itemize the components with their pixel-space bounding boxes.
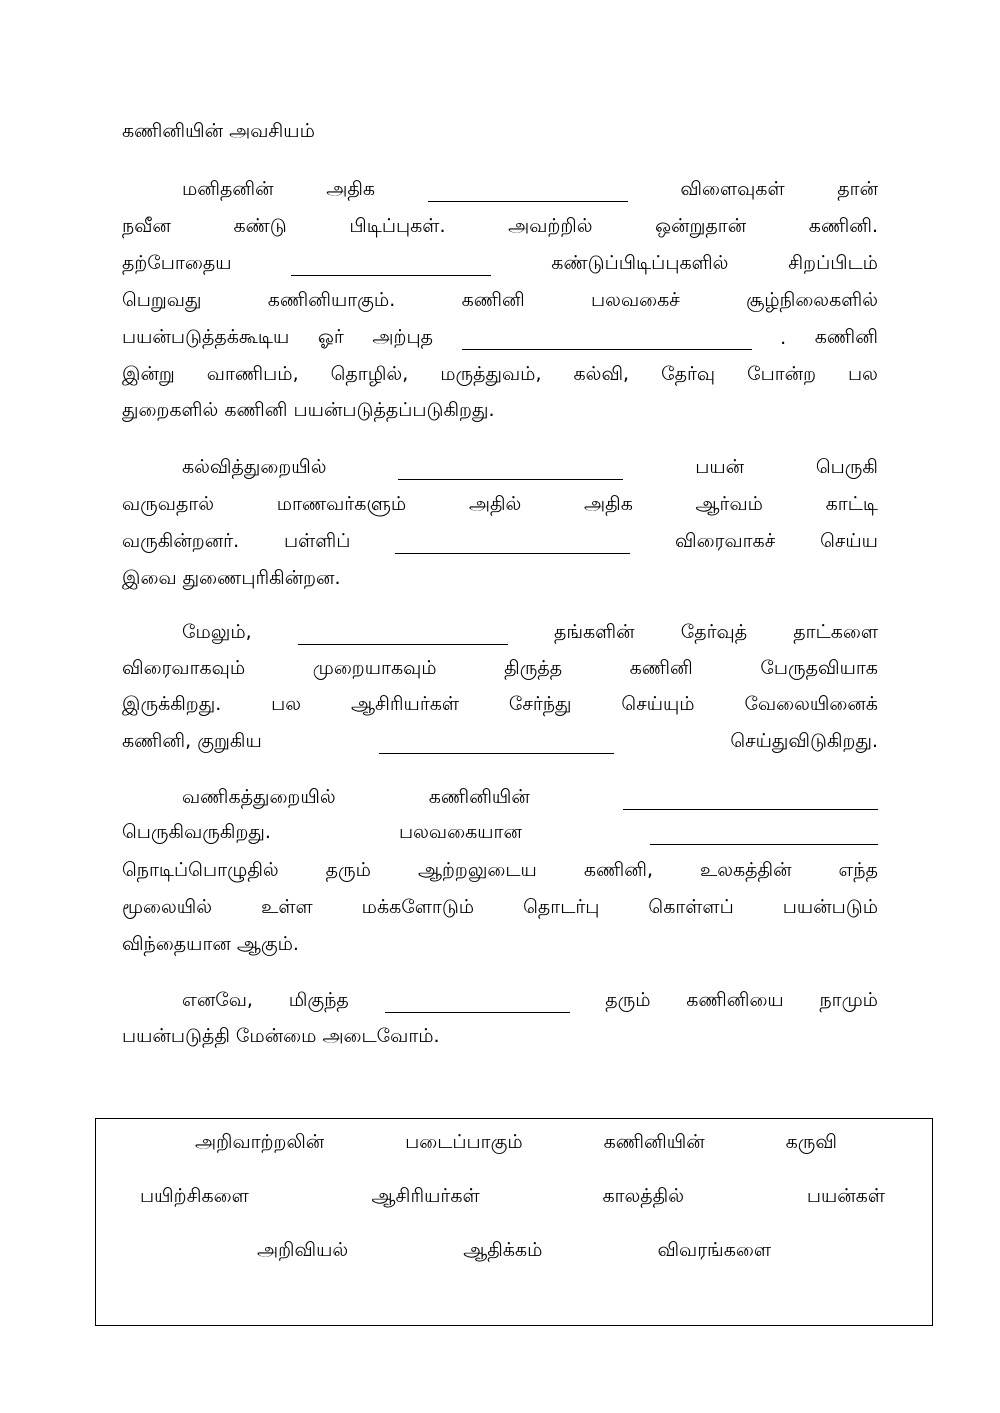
text-line [122,724,878,760]
word: மாணவர்களும் [276,492,407,515]
word: கணினி. [808,214,878,237]
text-line [122,561,878,597]
text-line [122,524,878,560]
word: இருக்கிறது. [122,692,222,715]
text-line [182,983,878,1019]
word: கணினி, [583,858,654,881]
word: கல்வி, [573,362,630,385]
word: கண்டுப்பிடிப்புகளில் [551,251,729,274]
word-bank-row [195,1125,837,1161]
text-line [122,393,878,429]
word: தங்களின் [554,620,635,643]
word: ஆர்வம் [695,492,763,515]
word-bank-item[interactable]: காலத்தில் [602,1184,685,1207]
word-bank-item[interactable]: விவரங்களை [657,1238,771,1261]
word: அதிக [584,492,633,515]
text-line [182,615,878,651]
word: செய்யும் [621,692,695,715]
word: விரைவாகவும் [122,656,246,679]
word-bank-item[interactable]: அறிவியல் [257,1238,349,1261]
word: மேலும், [182,620,252,643]
blank-field[interactable] [385,990,570,1013]
word: விளைவுகள் [680,177,785,200]
word: சேர்ந்து [508,692,572,715]
word: கொள்ளப் [648,895,734,918]
word: செய்ய [820,529,878,552]
word: முறையாகவும் [312,656,437,679]
word: துறைகளில் கணினி பயன்படுத்தப்படுகிறது. [122,398,495,421]
word-bank-item[interactable]: அறிவாற்றலின் [195,1130,325,1153]
word: ஓர் [317,325,344,348]
word: மருத்துவம், [440,362,542,385]
word: வருகின்றனர். [122,529,240,552]
page-title: கணினியின் அவசியம் [122,120,315,142]
word-bank-item[interactable]: கணினியின் [603,1130,705,1153]
word: ஆற்றலுடைய [417,858,537,881]
word: வணிகத்துறையில் [182,785,336,808]
word: உள்ள [261,895,313,918]
word: திருத்த [504,656,563,679]
word: சிறப்பிடம் [788,251,878,274]
text-line [122,927,878,963]
blank-field[interactable] [398,457,623,480]
blank-field[interactable] [462,327,752,350]
word: பெருகிவருகிறது. [122,820,271,843]
word: கணினி [814,325,878,348]
word: கல்வித்துறையில் [182,455,327,478]
text-line [122,1019,878,1055]
word: உலகத்தின் [700,858,792,881]
word-bank-item[interactable]: கருவி [785,1130,837,1153]
word: காட்டி [825,492,878,515]
blank-field[interactable] [650,822,878,845]
word: தேர்வு [661,362,716,385]
word: தொடர்பு [523,895,600,918]
text-line [182,450,878,486]
word: மிகுந்த [288,988,349,1011]
word: தரும் [325,858,371,881]
word: மூலையில் [122,895,213,918]
word: தற்போதைய [122,251,232,274]
word: சூழ்நிலைகளில் [746,288,878,311]
word: கணினியை [686,988,784,1011]
text-line [122,487,878,523]
word-bank-item[interactable]: பயிற்சிகளை [140,1184,249,1207]
word-bank-item[interactable]: ஆதிக்கம் [463,1238,543,1261]
text-line [182,172,878,208]
word: தேர்வுத் [680,620,748,643]
word: பயன்படுத்தி மேன்மை அடைவோம். [122,1024,440,1047]
word: செய்துவிடுகிறது. [730,729,878,752]
text-line [122,815,878,851]
blank-field[interactable] [298,622,508,645]
word: கணினி [629,656,693,679]
word: பேருதவியாக [760,656,878,679]
word: கணினி [461,288,525,311]
word: விந்தையான ஆகும். [122,932,299,955]
word: ஒன்றுதான் [655,214,747,237]
blank-field[interactable] [291,253,491,276]
word: தாட்களை [793,620,878,643]
word: அதில் [468,492,522,515]
word: . [780,327,787,349]
word: எந்த [838,858,878,881]
word-bank-row [140,1179,885,1215]
text-line [122,357,878,393]
blank-field[interactable] [428,179,628,202]
word: பலவகையான [399,820,522,843]
word: இவை துணைபுரிகின்றன. [122,566,341,589]
word: பள்ளிப் [283,529,351,552]
word: பயன்படும் [782,895,878,918]
word: கண்டு [233,214,287,237]
word: மனிதனின் [182,177,274,200]
word: இன்று [122,362,175,385]
word: கணினியின் [428,785,530,808]
word: தொழில், [330,362,409,385]
word-bank-item[interactable]: ஆசிரியர்கள் [371,1184,480,1207]
word: கணினியாகும். [267,288,396,311]
blank-field[interactable] [379,731,614,754]
word: பெருகி [815,455,878,478]
word: வாணிபம், [206,362,299,385]
word: விரைவாகச் [675,529,776,552]
word: பல [271,692,302,715]
word: அவற்றில் [508,214,593,237]
word: பயன் [695,455,745,478]
text-line [122,890,878,926]
word: பயன்படுத்தக்கூடிய [122,325,290,348]
text-line [182,780,878,816]
word: பிடிப்புகள். [349,214,446,237]
text-line [122,320,878,356]
word: வருவதால் [122,492,215,515]
text-line [122,687,878,723]
word-bank-row [257,1233,771,1269]
text-line [122,246,878,282]
text-line [122,283,878,319]
blank-field[interactable] [395,531,630,554]
word: அதிக [326,177,376,200]
text-line [122,853,878,889]
word: நொடிப்பொழுதில் [122,858,279,881]
word-bank-item[interactable]: பயன்கள் [806,1184,885,1207]
word: எனவே, [182,988,253,1011]
word: ஆசிரியர்கள் [350,692,460,715]
word: போன்ற [747,362,817,385]
word: அற்புத [372,325,433,348]
word: நவீன [122,214,171,237]
text-line [122,209,878,245]
word-bank-item[interactable]: படைப்பாகும் [405,1130,523,1153]
blank-field[interactable] [623,787,878,810]
word: பெறுவது [122,288,202,311]
word: கணினி, குறுகிய [122,729,262,752]
word: தான் [837,177,878,200]
word: பல [848,362,878,385]
word: பலவகைச் [591,288,680,311]
word: மக்களோடும் [361,895,475,918]
word: நாமும் [819,988,878,1011]
text-line [122,651,878,687]
word: தரும் [605,988,651,1011]
word: வேலையினைக் [744,692,878,715]
